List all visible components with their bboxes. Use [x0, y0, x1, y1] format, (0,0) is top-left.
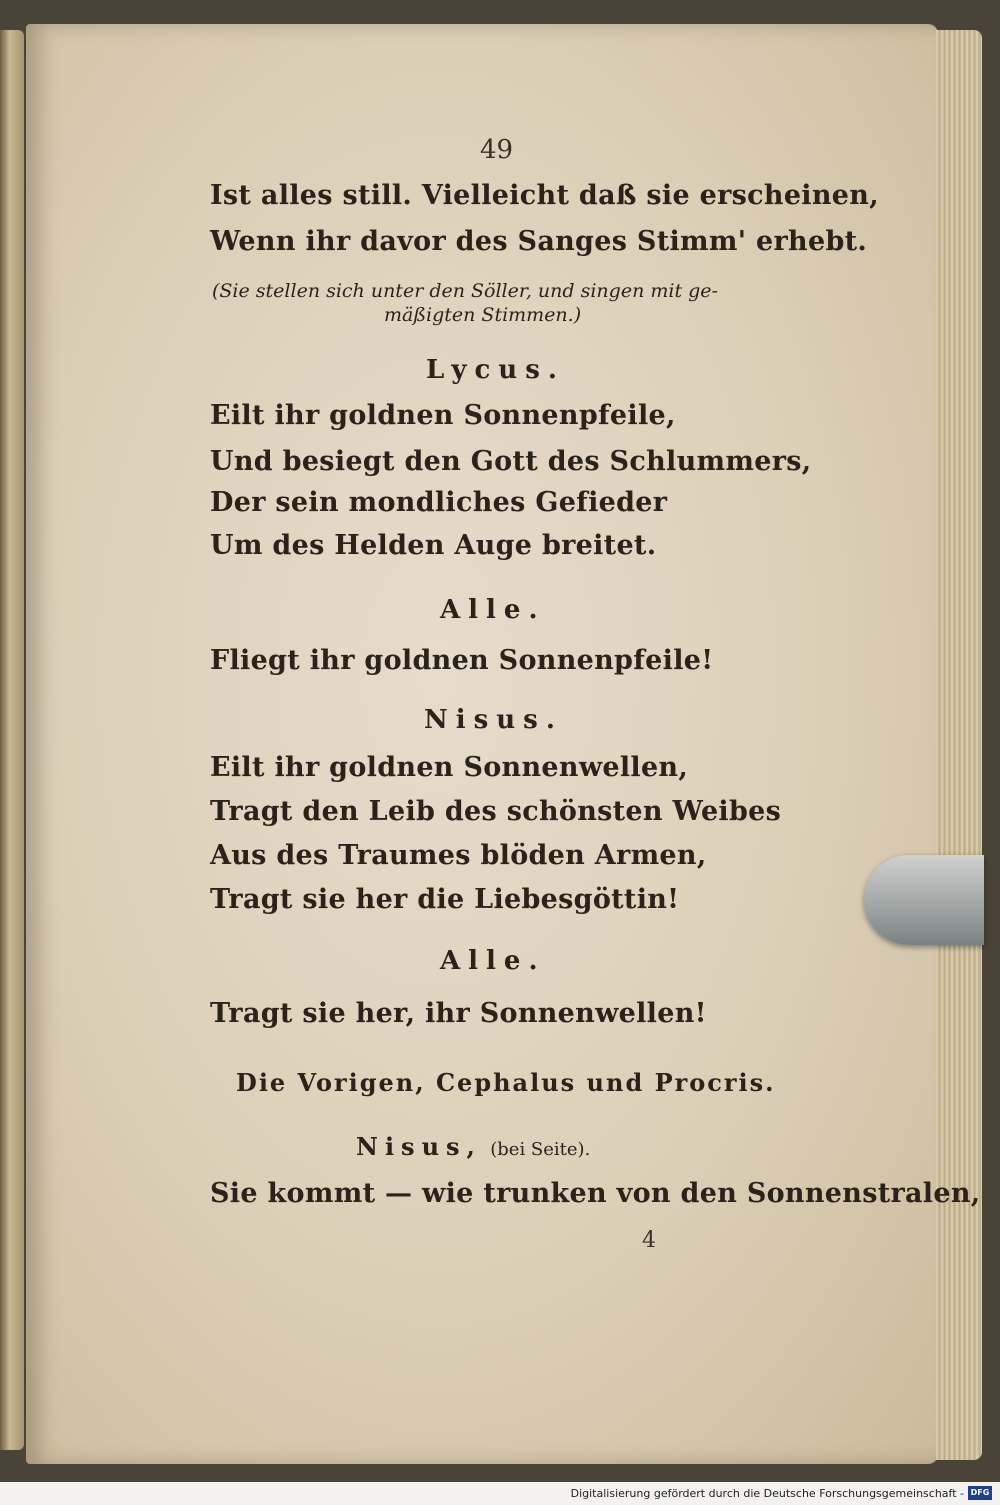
verse-line: Ist alles still. Vielleicht daß sie erscheinen,	[210, 180, 879, 211]
verse-line: Fliegt ihr goldnen Sonnenpfeile!	[210, 645, 714, 676]
speaker-name: Nisus.	[424, 705, 563, 735]
verse-line: Tragt sie her, ihr Sonnenwellen!	[210, 998, 707, 1029]
speaker-name: Nisus,	[356, 1132, 482, 1161]
speaker-line	[356, 1132, 590, 1161]
footer-credit: Digitalisierung gefördert durch die Deutsche Forschungsgemeinschaft -	[570, 1487, 964, 1500]
signature-mark: 4	[642, 1228, 656, 1253]
speaker-name: Alle.	[440, 946, 546, 976]
verse-line: Tragt den Leib des schönsten Weibes	[210, 796, 782, 827]
footer-bar	[0, 1482, 1000, 1505]
stage-direction: mäßigten Stimmen.)	[384, 304, 582, 326]
verse-line: Eilt ihr goldnen Sonnenwellen,	[210, 752, 689, 783]
page-fore-edge	[936, 30, 982, 1460]
aside-direction: (bei Seite).	[490, 1139, 591, 1160]
speaker-name: Alle.	[440, 595, 546, 625]
scene-heading: Die Vorigen, Cephalus und Procris.	[236, 1068, 776, 1097]
verse-line: Tragt sie her die Liebesgöttin!	[210, 884, 680, 915]
verse-line: Aus des Traumes blöden Armen,	[210, 840, 707, 871]
left-page-edge	[0, 30, 24, 1450]
book-clamp	[864, 855, 984, 945]
verse-line: Eilt ihr goldnen Sonnenpfeile,	[210, 400, 676, 431]
page-number: 49	[480, 135, 514, 165]
verse-line: Wenn ihr davor des Sanges Stimm' erhebt.	[210, 226, 868, 257]
dfg-logo-icon: DFG	[968, 1486, 992, 1500]
verse-line: Um des Helden Auge breitet.	[210, 530, 657, 561]
verse-line: Sie kommt — wie trunken von den Sonnenstralen,	[210, 1178, 981, 1209]
verse-line: Der sein mondliches Gefieder	[210, 487, 668, 518]
speaker-name: Lycus.	[426, 355, 565, 385]
verse-line: Und besiegt den Gott des Schlummers,	[210, 446, 812, 477]
stage-direction: (Sie stellen sich unter den Söller, und singen mit ge-	[212, 280, 718, 302]
